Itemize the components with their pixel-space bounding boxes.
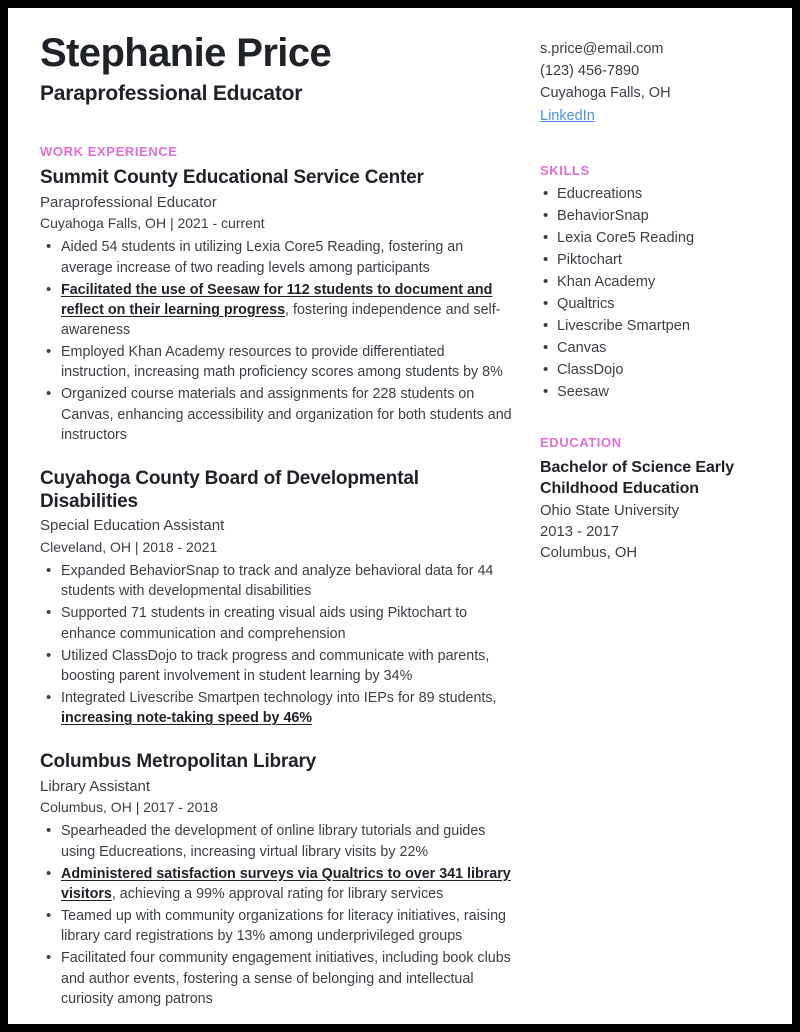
linkedin-link[interactable]: LinkedIn <box>540 107 595 124</box>
bullet-text: , achieving a 99% approval rating for library services <box>111 885 444 902</box>
work-entry <box>40 166 512 445</box>
bullet-text: Facilitated four community engagement initiatives, including book clubs and author events, fostering a sense of belonging and intellectual curiosity among patrons <box>61 950 511 1007</box>
skill-item: • Khan Academy <box>540 273 768 293</box>
skill-item: • Seesaw <box>540 383 768 403</box>
bullet-text: Teamed up with community organizations for literacy initiatives, raising library card registrations by 13% among underprivileged groups <box>61 908 506 945</box>
work-bullet <box>40 688 512 728</box>
candidate-name: Stephanie Price <box>40 31 332 75</box>
bullet-highlight: Facilitated the use of Seesaw for 112 students to document and reflect on their learning progress <box>61 281 493 318</box>
work-bullet <box>40 237 512 277</box>
skills-heading: SKILLS <box>540 162 590 178</box>
work-experience-section <box>40 144 512 1008</box>
skill-item: • Canvas <box>540 339 768 359</box>
work-entry-role: Paraprofessional Educator <box>40 193 217 211</box>
work-entry-bullets <box>40 237 512 445</box>
resume-page <box>8 8 792 1024</box>
work-bullet <box>40 384 512 444</box>
work-bullet <box>40 561 512 601</box>
work-bullet <box>40 280 512 340</box>
bullet-text: Utilized ClassDojo to track progress and communicate with parents, boosting parent involvement in student learning by 34% <box>61 647 490 684</box>
work-entry-bullets <box>40 821 512 1008</box>
skill-item: • Lexia Core5 Reading <box>540 229 768 249</box>
education-school: Ohio State University <box>540 502 679 519</box>
bullet-text: Integrated Livescribe Smartpen technology into IEPs for 89 students, <box>61 690 497 707</box>
main-column <box>8 32 528 1024</box>
work-entry-role: Library Assistant <box>40 777 151 795</box>
work-experience-entries <box>40 166 512 1008</box>
work-bullet <box>40 821 512 861</box>
work-bullet <box>40 864 512 904</box>
work-bullet <box>40 342 512 382</box>
education-years: 2013 - 2017 <box>540 523 619 540</box>
contact-phone: (123) 456-7890 <box>540 63 640 80</box>
work-entry-company: Summit County Educational Service Center <box>40 167 424 189</box>
skills-list <box>540 185 768 403</box>
education-section <box>540 435 768 564</box>
bullet-text: Employed Khan Academy resources to provide differentiated instruction, increasing math proficiency scores among students by 8% <box>61 344 503 381</box>
contact-location: Cuyahoga Falls, OH <box>540 85 671 102</box>
bullet-text: Spearheaded the development of online library tutorials and guides using Educreations, increasing virtual library visits by 22% <box>61 823 486 860</box>
work-bullet <box>40 646 512 686</box>
skill-item: • Qualtrics <box>540 295 768 315</box>
bullet-highlight: Administered satisfaction surveys via Qualtrics to over 341 library visitors <box>61 865 511 902</box>
work-bullet <box>40 603 512 643</box>
work-entry-company: Cuyahoga County Board of Developmental Disabilities <box>40 467 419 513</box>
skill-item: • ClassDojo <box>540 361 768 381</box>
candidate-job-title: Paraprofessional Educator <box>40 82 303 106</box>
skill-item: • Livescribe Smartpen <box>540 317 768 337</box>
sidebar-column <box>528 32 792 1024</box>
work-entry <box>40 750 512 1008</box>
work-experience-heading: WORK EXPERIENCE <box>40 144 178 160</box>
work-entry-company: Columbus Metropolitan Library <box>40 751 317 773</box>
work-entry-bullets <box>40 561 512 728</box>
work-entry-role: Special Education Assistant <box>40 517 225 535</box>
work-bullet <box>40 948 512 1008</box>
skill-item: • BehaviorSnap <box>540 207 768 227</box>
bullet-text: , fostering independence and self-awareness <box>61 301 501 339</box>
resume-columns <box>8 8 792 1024</box>
education-degree: Bachelor of Science Early Childhood Education <box>540 458 735 497</box>
bullet-text: Organized course materials and assignments for 228 students on Canvas, enhancing accessibility and organization for both students and instructors <box>61 386 512 443</box>
work-entry <box>40 467 512 728</box>
education-heading: EDUCATION <box>540 434 622 450</box>
work-bullet <box>40 906 512 946</box>
work-entry-meta: Columbus, OH | 2017 - 2018 <box>40 798 218 815</box>
bullet-text: Supported 71 students in creating visual aids using Piktochart to enhance communication and comprehension <box>61 605 468 642</box>
bullet-highlight: increasing note-taking speed by 46% <box>61 710 313 727</box>
contact-block <box>540 32 768 127</box>
bullet-text: Expanded BehaviorSnap to track and analyze behavioral data for 44 students with developmental disabilities <box>61 563 494 600</box>
work-entry-meta: Cuyahoga Falls, OH | 2021 - current <box>40 214 265 231</box>
education-location: Columbus, OH <box>540 544 638 561</box>
work-entry-meta: Cleveland, OH | 2018 - 2021 <box>40 538 218 555</box>
skills-section <box>540 163 768 403</box>
contact-email: s.price@email.com <box>540 41 664 57</box>
skill-item: • Piktochart <box>540 251 768 271</box>
bullet-text: Aided 54 students in utilizing Lexia Core5 Reading, fostering an average increase of two reading levels among participants <box>61 239 464 276</box>
skill-item: • Educreations <box>540 185 768 205</box>
